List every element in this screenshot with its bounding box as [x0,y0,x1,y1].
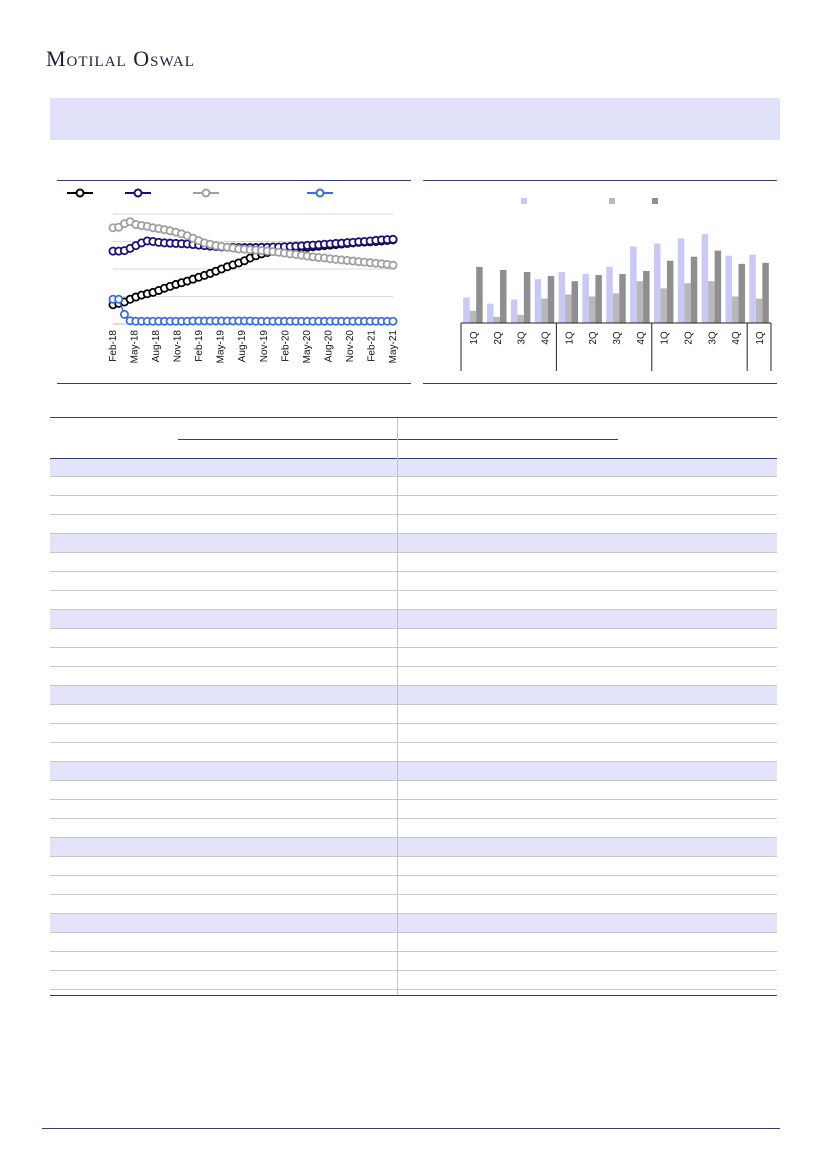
footer-rule [42,1128,780,1129]
table-row [50,952,777,971]
x-tick-label: Aug-20 [323,330,335,363]
table-row [50,819,777,838]
x-tick-label: Feb-20 [280,330,292,362]
table-section-row [50,838,777,857]
x-tick-label: May-18 [129,330,141,364]
bar [643,271,650,323]
bar [762,263,769,323]
table-section-row [50,610,777,629]
bar [572,281,579,323]
table-row [50,648,777,667]
bar [708,281,715,323]
x-tick-label: 4Q [635,331,647,345]
bar [756,299,763,323]
bar [494,317,501,323]
x-tick-label: Feb-18 [108,330,119,362]
table-header-rule [178,439,618,440]
table-row [50,971,777,990]
x-tick-label: Feb-19 [194,330,206,362]
line-chart [57,181,411,383]
x-tick-label: 3Q [612,331,623,345]
x-tick-label: 4Q [731,331,743,345]
bar [619,274,626,323]
table-row [50,553,777,572]
bar [660,288,667,323]
table-row [50,800,777,819]
bar [715,251,722,323]
bar [559,272,566,323]
legend-swatch-marker [77,190,84,197]
x-tick-label: Feb-21 [366,330,378,362]
table-row [50,629,777,648]
data-table [50,417,777,996]
bar [582,274,589,323]
line-chart-panel [57,180,411,384]
x-tick-label: May-19 [215,330,227,364]
bar [500,270,507,323]
table-column-divider [397,418,398,995]
table-row [50,705,777,724]
bar [613,293,620,323]
table-row [50,515,777,534]
x-tick-label: Nov-18 [172,330,184,363]
table-row [50,667,777,686]
legend-swatch [521,198,527,204]
section-banner [50,98,780,140]
x-tick-label: 1Q [659,331,671,345]
table-section-row [50,762,777,781]
x-tick-label: Nov-19 [258,330,270,363]
x-tick-label: May-21 [388,330,399,364]
bar [691,257,698,323]
x-tick-label: 2Q [683,331,695,345]
bar-chart [423,181,777,383]
bar [511,300,517,323]
table-row [50,572,777,591]
bar [667,261,674,323]
x-tick-label: May-20 [301,330,313,364]
bar [565,294,572,323]
bar [637,281,644,323]
bar [732,296,739,323]
bar [517,315,524,323]
bar-chart-panel [423,180,777,384]
bar [589,296,596,323]
data-point [389,262,396,269]
bar [524,272,531,323]
bar [738,264,745,323]
table-row [50,724,777,743]
x-tick-label: 1Q [468,331,480,345]
table-row [50,591,777,610]
data-point [115,296,122,303]
table-row [50,477,777,496]
x-tick-label: Aug-18 [151,330,163,363]
table-section-row [50,686,777,705]
bar [476,267,483,323]
bar [678,238,685,323]
bar [487,304,494,323]
data-point [389,236,396,243]
data-point [121,311,128,318]
bar [541,299,548,323]
bar [606,267,613,323]
bar [749,255,756,323]
legend-swatch-marker [203,190,210,197]
table-row [50,781,777,800]
legend-swatch-marker [135,190,142,197]
bar [684,283,691,323]
table-row [50,496,777,515]
bar [535,279,542,323]
table-section-row [50,534,777,553]
bar [702,234,709,323]
data-point [389,318,396,325]
bar [630,247,637,324]
legend-swatch-marker [317,190,324,197]
table-row [50,743,777,762]
bar [654,243,661,323]
table-row [50,933,777,952]
bar [463,298,470,324]
bar [725,256,732,323]
x-tick-label: 1Q [564,331,576,345]
legend-swatch [609,198,615,204]
x-tick-label: 2Q [492,331,504,345]
bar [548,276,555,323]
table-body [50,458,777,990]
table-section-row [50,914,777,933]
table-row [50,876,777,895]
table-row [50,895,777,914]
x-tick-label: 2Q [588,331,600,345]
x-tick-label: Nov-20 [344,330,356,363]
table-section-row [50,458,777,477]
bar [595,275,602,323]
x-tick-label: 4Q [540,331,552,345]
bar [470,311,477,323]
brand-logo: Motilal Oswal [46,46,195,71]
x-tick-label: 1Q [755,331,767,345]
table-row [50,857,777,876]
x-tick-label: 3Q [516,331,528,345]
x-tick-label: Aug-19 [237,330,249,363]
legend-swatch [652,198,658,204]
x-tick-label: 3Q [707,331,719,345]
